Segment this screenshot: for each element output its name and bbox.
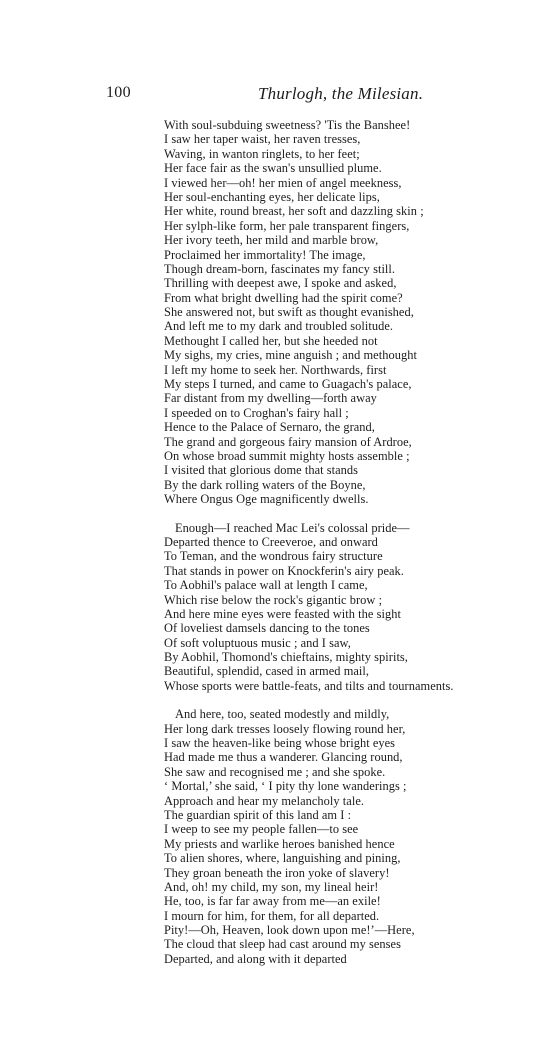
poem-line: Departed thence to Creeveroe, and onward: [164, 534, 378, 549]
poem-line: Where Ongus Oge magnificently dwells.: [164, 492, 369, 507]
poem-line: My sighs, my cries, mine anguish ; and methought: [164, 348, 417, 363]
poem-line: Of soft voluptuous music ; and I saw,: [164, 635, 351, 650]
poem-line: By the dark rolling waters of the Boyne,: [164, 477, 366, 492]
poem-line: From what bright dwelling had the spirit come?: [164, 290, 403, 305]
poem-line: By Aobhil, Thomond's chieftains, mighty spirits,: [164, 650, 408, 665]
poem-line: The guardian spirit of this land am I :: [164, 807, 352, 822]
poem-line: My steps I turned, and came to Guagach's palace,: [164, 377, 412, 392]
poem-line: Whose sports were battle-feats, and tilts and tournaments.: [164, 678, 454, 693]
poem-line: Pity!—Oh, Heaven, look down upon me!’—Here,: [164, 923, 415, 938]
poem-line: Hence to the Palace of Sernaro, the grand,: [164, 420, 375, 435]
poem-line: I saw her taper waist, her raven tresses,: [164, 132, 361, 147]
poem-line: Methought I called her, but she heeded not: [164, 333, 378, 348]
stanza: [164, 521, 534, 694]
poem-line: Her sylph-like form, her pale transparent fingers,: [164, 218, 410, 233]
poem-body: [164, 118, 534, 966]
poem-line: I speeded on to Croghan's fairy hall ;: [164, 405, 349, 420]
poem-line: On whose broad summit mighty hosts assemble ;: [164, 448, 410, 463]
poem-line: Beautiful, splendid, cased in armed mail,: [164, 664, 370, 679]
poem-line: Her white, round breast, her soft and dazzling skin ;: [164, 204, 424, 219]
poem-line: I visited that glorious dome that stands: [164, 463, 359, 478]
poem-line: Which rise below the rock's gigantic brow ;: [164, 592, 383, 607]
poem-line: Her face fair as the swan's unsullied plume.: [164, 161, 382, 176]
poem-line: To Aobhil's palace wall at length I came,: [164, 578, 368, 593]
poem-line: Her soul-enchanting eyes, her delicate lips,: [164, 189, 380, 204]
poem-line: To Teman, and the wondrous fairy structure: [164, 549, 383, 564]
running-title: Thurlogh, the Milesian.: [258, 84, 424, 103]
poem-line: I mourn for him, for them, for all departed.: [164, 908, 380, 923]
poem-line: ‘ Mortal,’ she said, ‘ I pity thy lone wanderings ;: [164, 779, 407, 794]
poem-line: Approach and hear my melancholy tale.: [164, 793, 365, 808]
poem-line: I saw the heaven-like being whose bright eyes: [164, 736, 396, 751]
poem-line: Had made me thus a wanderer. Glancing round,: [164, 750, 403, 765]
poem-line: Thrilling with deepest awe, I spoke and asked,: [164, 276, 397, 291]
poem-line: I viewed her—oh! her mien of angel meekness,: [164, 175, 402, 190]
poem-line: The grand and gorgeous fairy mansion of Ardroe,: [164, 434, 412, 449]
poem-line: Though dream-born, fascinates my fancy still.: [164, 261, 396, 276]
poem-line: My priests and warlike heroes banished hence: [164, 836, 395, 851]
poem-line: And here mine eyes were feasted with the sight: [164, 606, 401, 621]
poem-line: She saw and recognised me ; and she spoke.: [164, 764, 386, 779]
poem-line: He, too, is far far away from me—an exile!: [164, 894, 381, 909]
poem-line: Her long dark tresses loosely flowing round her,: [164, 721, 406, 736]
poem-line: She answered not, but swift as thought evanished,: [164, 305, 414, 320]
poem-line: And here, too, seated modestly and mildly,: [175, 707, 390, 722]
poem-line: I weep to see my people fallen—to see: [164, 822, 359, 837]
poem-line: Proclaimed her immortality! The image,: [164, 247, 366, 262]
poem-line: That stands in power on Knockferin's airy peak.: [164, 563, 404, 578]
poem-line: I left my home to seek her. Northwards, first: [164, 362, 387, 377]
stanza: [164, 118, 534, 507]
poem-line: Her ivory teeth, her mild and marble brow,: [164, 233, 379, 248]
poem-line: They groan beneath the iron yoke of slavery!: [164, 865, 390, 880]
poem-line: With soul-subduing sweetness? 'Tis the Banshee!: [164, 118, 411, 132]
stanza: [164, 707, 534, 966]
poem-line: To alien shores, where, languishing and pining,: [164, 851, 401, 866]
poem-line: And, oh! my child, my son, my lineal heir!: [164, 879, 379, 894]
poem-line: Far distant from my dwelling—forth away: [164, 391, 377, 406]
poem-line: Enough—I reached Mac Lei's colossal pride—: [175, 520, 410, 535]
running-head: [0, 84, 546, 106]
poem-line: The cloud that sleep had cast around my senses: [164, 937, 401, 952]
poem-line: Of loveliest damsels dancing to the tones: [164, 621, 370, 636]
poem-line: Waving, in wanton ringlets, to her feet;: [164, 146, 360, 161]
poem-line: Departed, and along with it departed: [164, 951, 347, 966]
page-number: 100: [106, 84, 131, 101]
poem-line: And left me to my dark and troubled solitude.: [164, 319, 394, 334]
